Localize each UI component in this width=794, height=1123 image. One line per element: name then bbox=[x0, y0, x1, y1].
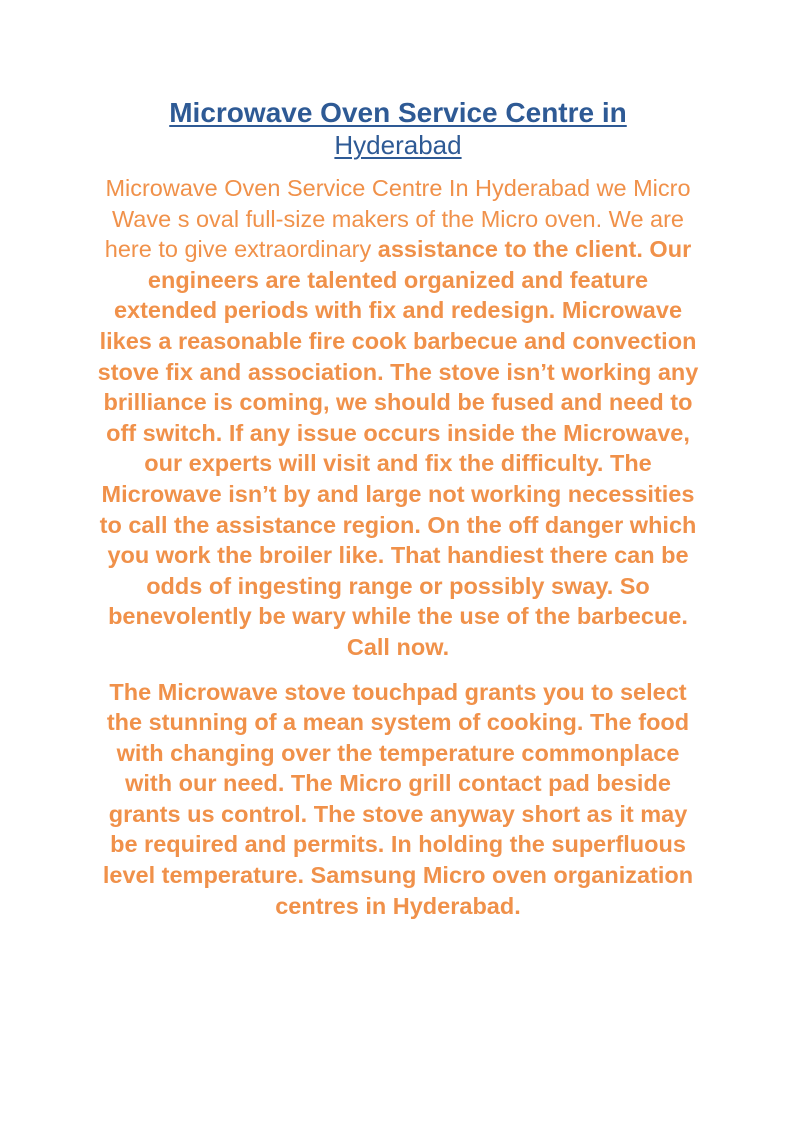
body-paragraph-1 bbox=[96, 173, 700, 663]
document-page bbox=[96, 0, 700, 921]
paragraph-1-bold-text: assistance to the client. Our engineers are talented organized and feature extended periods with fix and redesign. Microwave likes a reasonable fire cook barbecue and convection stove fix and association. The stove isn’t working any brilliance is coming, we should be fused and need to off switch. If any issue occurs inside the Microwave, our experts will visit and fix the difficulty. The Microwave isn’t by and large not working necessities to call the assistance region. On the off danger which you work the broiler like. That handiest there can be odds of ingesting range or possibly sway. So benevolently be wary while the use of the barbecue. Call now. bbox=[97, 236, 699, 660]
paragraph-1-regular-text: Microwave Oven Service Centre In Hyderabad we Micro Wave s oval full-size makers of the Micro oven. We are here to give extraordinary bbox=[104, 175, 691, 263]
page-title bbox=[96, 0, 700, 161]
body-paragraph-2: The Microwave stove touchpad grants you to select the stunning of a mean system of cooking. The food with changing over the temperature commonplace with our need. The Micro grill contact pad beside grants us control. The stove anyway short as it may be required and permits. In holding the superfluous level temperature. Samsung Micro oven organization centres in Hyderabad. bbox=[102, 678, 694, 919]
title-line-1: Microwave Oven Service Centre in bbox=[169, 97, 627, 128]
title-line-2: Hyderabad bbox=[334, 130, 462, 160]
